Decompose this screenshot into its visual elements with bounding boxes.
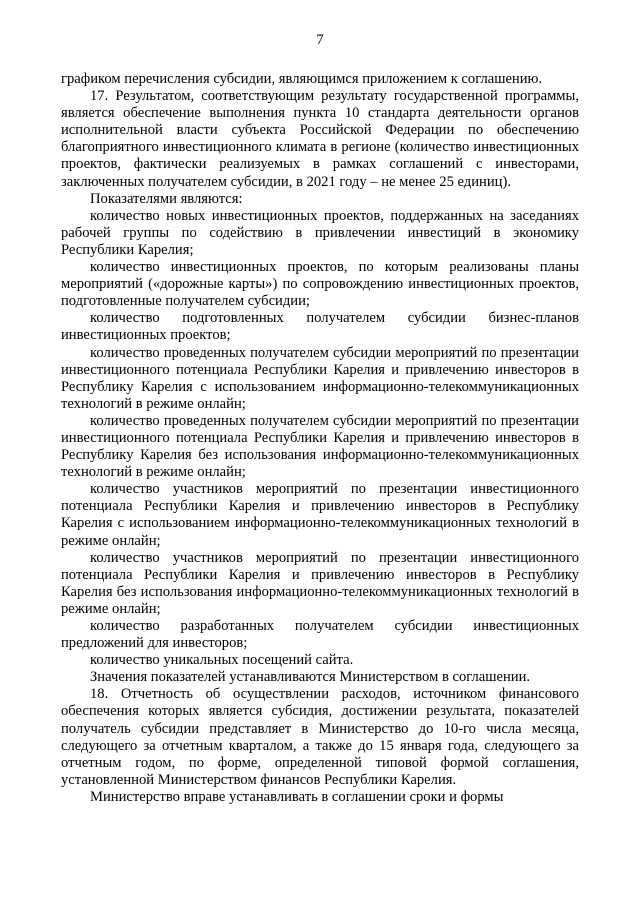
paragraph-indicator-values: Значения показателей устанавливаются Министерством в соглашении. — [90, 669, 531, 686]
page-number: 7 — [316, 32, 324, 48]
document-body — [61, 71, 579, 806]
paragraph-item-18: 18. Отчетность об осуществлении расходов, источником финансового обеспечения которых является субсидия, достижении результата, показателей получатель субсидии представляет в Министерство до 10-го числа месяца, следующего за отчетным кварталом, а также до 15 января года, следующего за отчетным годом, по форме, определенной типовой формой соглашения, установленной Министерством финансов Республики Карелия. — [61, 686, 579, 788]
paragraph-indicators-heading: Показателями являются: — [90, 190, 243, 207]
paragraph-continuation: графиком перечисления субсидии, являющимся приложением к соглашению. — [61, 71, 543, 87]
paragraph-item-17: 17. Результатом, соответствующим результату государственной программы, является обеспечение выполнения пункта 10 стандарта деятельности органов исполнительной власти субъекта Российской Федерации по обеспечению благоприятного инвестиционного климата в регионе (количество инвестиционных проектов, фактически реализуемых в рамках соглашений с инвесторами, заключенных получателем субсидии, в 2021 году – не менее 25 единиц). — [61, 88, 579, 190]
indicator-item: количество новых инвестиционных проектов, поддержанных на заседаниях рабочей группы по содействию в привлечении инвестиций в экономику Республики Карелия; — [61, 207, 579, 258]
indicator-item: количество участников мероприятий по презентации инвестиционного потенциала Республики Карелия и привлечению инвесторов в Республику Карелия с использованием информационно-телекоммуникационных технологий в режиме онлайн; — [61, 481, 579, 549]
indicator-item: количество уникальных посещений сайта. — [90, 652, 354, 669]
paragraph-ministry-rights: Министерство вправе устанавливать в соглашении сроки и формы — [90, 788, 504, 805]
indicator-item: количество проведенных получателем субсидии мероприятий по презентации инвестиционного потенциала Республики Карелия и привлечению инвесторов в Республику Карелия без использования информационно-телекоммуникационных технологий в режиме онлайн; — [61, 412, 579, 481]
indicator-item: количество разработанных получателем субсидии инвестиционных предложений для инвесторов; — [61, 618, 579, 652]
indicator-item: количество подготовленных получателем субсидии бизнес-планов инвестиционных проектов; — [61, 310, 579, 344]
indicator-item: количество инвестиционных проектов, по которым реализованы планы мероприятий («дорожные карты») по сопровождению инвестиционных проектов, подготовленные получателем субсидии; — [61, 259, 579, 310]
indicator-item: количество проведенных получателем субсидии мероприятий по презентации инвестиционного потенциала Республики Карелия и привлечению инвесторов в Республику Карелия с использованием информационно-телекоммуникационных технологий в режиме онлайн; — [61, 344, 579, 412]
indicator-item: количество участников мероприятий по презентации инвестиционного потенциала Республики Карелия и привлечению инвесторов в Республику Карелия без использования информационно-телекоммуникационных технологий в режиме онлайн; — [61, 549, 579, 617]
